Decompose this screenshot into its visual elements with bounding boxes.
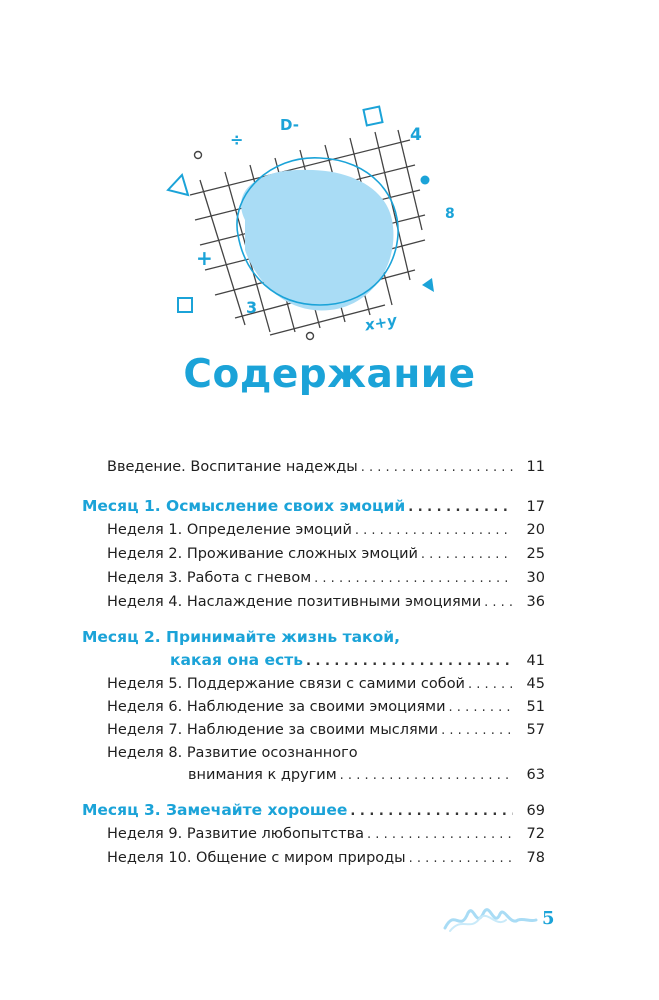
toc-page-number: 51 <box>526 699 545 715</box>
leader-dots <box>306 653 513 671</box>
toc-entry-week9[interactable] <box>107 825 545 844</box>
toc-entry-week10[interactable] <box>107 849 545 868</box>
eight-symbol: 8 <box>445 206 455 222</box>
toc-entry-label: Неделя 5. Поддержание связи с самими собой <box>107 676 465 692</box>
toc-week8-line1[interactable]: Неделя 8. Развитие осознанного <box>107 745 358 761</box>
toc-entry-week5[interactable] <box>107 675 545 694</box>
toc-page-number: 20 <box>526 522 545 538</box>
toc-page-number: 45 <box>526 676 545 692</box>
toc-entry-week3[interactable] <box>107 569 545 588</box>
toc-page-number: 57 <box>526 722 545 738</box>
toc-entry-label: Неделя 10. Общение с миром природы <box>107 850 406 866</box>
toc-entry-week8[interactable] <box>188 766 545 785</box>
toc-page-number: 69 <box>526 803 545 819</box>
toc-entry-week1[interactable] <box>107 521 545 540</box>
toc-entry-label: Неделя 2. Проживание сложных эмоций <box>107 546 418 562</box>
plus-symbol: + <box>196 246 213 270</box>
toc-month2-line1[interactable]: Месяц 2. Принимайте жизнь такой, <box>82 628 400 646</box>
leader-dots <box>409 850 513 868</box>
toc-page-number: 63 <box>526 767 545 783</box>
leader-dots <box>361 459 513 477</box>
toc-page-number: 41 <box>526 653 545 669</box>
leader-dots <box>421 546 513 564</box>
page-title: Содержание <box>183 352 476 397</box>
toc-entry-month3[interactable] <box>82 801 545 821</box>
leader-dots <box>408 499 513 517</box>
toc-entry-label: Неделя 6. Наблюдение за своими эмоциями <box>107 699 446 715</box>
toc-entry-month2[interactable] <box>170 651 545 671</box>
minus-symbol: D- <box>280 116 299 134</box>
toc-entry-label: Неделя 1. Определение эмоций <box>107 522 352 538</box>
toc-page-number: 17 <box>526 499 545 515</box>
toc-month-label: Месяц 3. Замечайте хорошее <box>82 801 348 819</box>
decorative-scribble <box>440 898 540 938</box>
toc-entry-label: Неделя 9. Развитие любопытства <box>107 826 365 842</box>
toc-entry-week6[interactable] <box>107 698 545 717</box>
toc-page-number: 72 <box>526 826 545 842</box>
four-symbol: 4 <box>410 125 422 145</box>
toc-page-number: 30 <box>526 570 545 586</box>
toc-page-number: 25 <box>526 546 545 562</box>
toc-page-number: 11 <box>526 459 545 475</box>
toc-entry-week2[interactable] <box>107 545 545 564</box>
leader-dots <box>441 722 513 740</box>
leader-dots <box>449 699 513 717</box>
page-number: 5 <box>542 908 555 929</box>
leader-dots <box>367 826 513 844</box>
toc-entry-label: Неделя 3. Работа с гневом <box>107 570 312 586</box>
leader-dots <box>468 676 513 694</box>
leader-dots <box>355 522 513 540</box>
leader-dots <box>484 594 513 612</box>
leader-dots <box>314 570 513 588</box>
toc-entry-month1[interactable] <box>82 497 545 517</box>
toc-entry-label: Неделя 4. Наслаждение позитивными эмоциями <box>107 594 482 610</box>
leader-dots <box>340 767 513 785</box>
toc-entry-week4[interactable] <box>107 593 545 612</box>
toc-entry-intro[interactable] <box>107 458 545 477</box>
divide-symbol: ÷ <box>230 130 244 149</box>
toc-page-number: 78 <box>526 850 545 866</box>
toc-entry-label: Неделя 7. Наблюдение за своими мыслями <box>107 722 439 738</box>
toc-page-number: 36 <box>526 594 545 610</box>
toc-month-label: Месяц 1. Осмысление своих эмоций <box>82 497 406 515</box>
toc-entry-week7[interactable] <box>107 721 545 740</box>
toc-month-label: какая она есть <box>170 651 304 669</box>
leader-dots <box>350 803 513 821</box>
toc-entry-label: внимания к другим <box>188 767 337 783</box>
three-symbol: 3 <box>246 298 258 317</box>
expr-symbol: x+y <box>363 311 399 335</box>
toc-entry-label: Введение. Воспитание надежды <box>107 459 358 475</box>
